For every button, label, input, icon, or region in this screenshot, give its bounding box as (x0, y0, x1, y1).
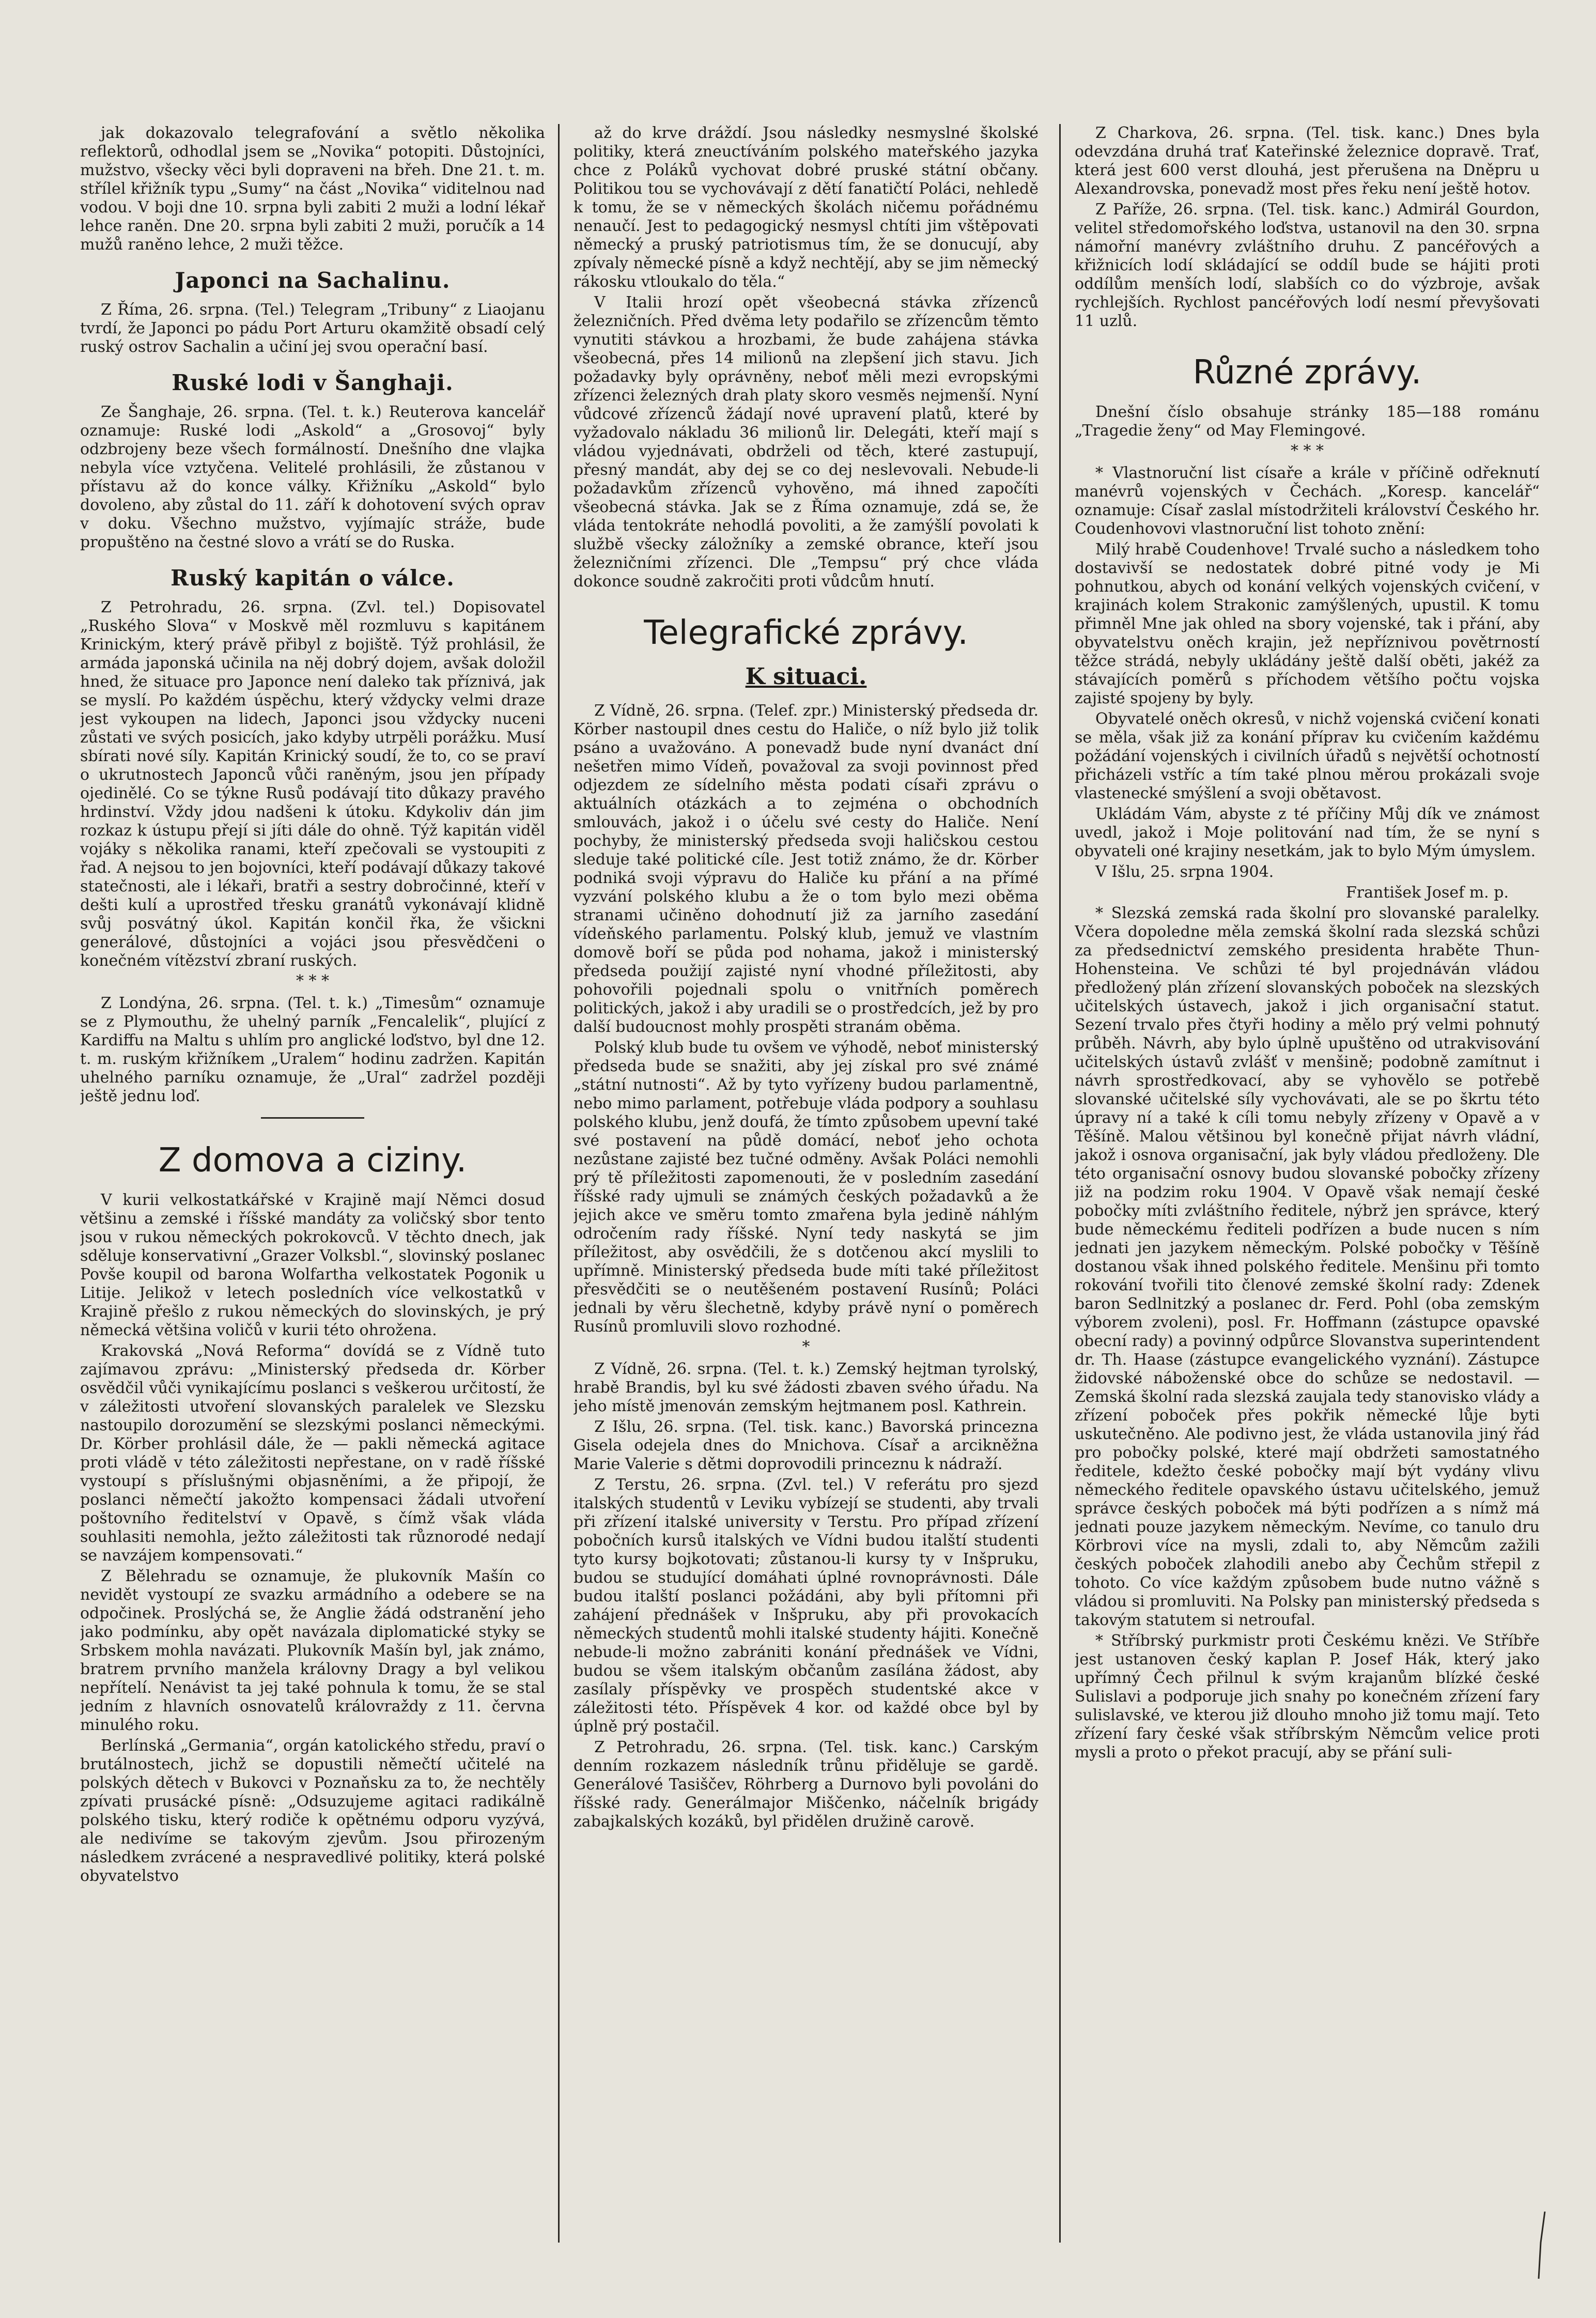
article-paragraph: Z Išlu, 26. srpna. (Tel. tisk. kanc.) Bavorská princezna Gisela odejela dnes do Mnichova. Císař a arcikněžna Marie Valerie s dětmi doprovodili princeznu k nádraží. (574, 1418, 1039, 1473)
article-paragraph: Z Vídně, 26. srpna. (Tel. t. k.) Zemský hejtman tyrolský, hrabě Brandis, byl ku své žádosti zbaven svého úřadu. Na jeho místě jmenován zemským hejtmanem posl. Kathrein. (574, 1360, 1039, 1415)
article-paragraph: * Vlastnoruční list císaře a krále v příčině odřeknutí manévrů vojenských v Čechách. „Koresp. kancelář“ oznamuje: Císař zaslal místodržiteli království Českého hr. Coudenhovovi vlastnoruční list tohoto znění: (1075, 464, 1540, 538)
asterisk-separator: * (802, 1338, 810, 1356)
article-paragraph: Z Londýna, 26. srpna. (Tel. t. k.) „Timesům“ oznamuje se z Plymouthu, že uhelný parník „Fencalelik“, plující z Kardiffu na Maltu s uhlím pro anglické loďstvo, byl dne 12. t. m. ruským křižníkem „Uralem“ hodinu zadržen. Kapitán uhelného parníku oznamuje, že „Ural“ zadržel později ještě jednu loď. (80, 994, 545, 1105)
column-divider (558, 124, 560, 2243)
article-paragraph: V kurii velkostatkářské v Krajině mají Němci dosud většinu a zemské i říšské mandáty za voličský sbor tento jsou v rukou německých pokrokovců. V těchto dnech, jak sděluje konservativní „Grazer Volksbl.“, slovinský poslanec Povše koupil od barona Wolfartha velkostatek Pogonik u Litije. Jelikož v letech posledních více velkostatků v Krajině přešlo z rukou německých do slovinských, je prý německá většina voličů v kurii této ohrožena. (80, 1191, 545, 1339)
article-paragraph: až do krve dráždí. Jsou následky nesmyslné školské politiky, která zneuctíváním polského mateřského jazyka chce z Poláků vychovat dobré pruské státní občany. Politikou tou se vychovávají z dětí fanatičtí Poláci, nehledě k tomu, že se v německých školách ničemu pořádnému nenaučí. Jest to pedagogický nesmysl chtíti jim vštěpovati německý a pruský patriotismus tím, že se donucují, aby zpívaly německé písně a když nechtějí, aby se jim německý rákosku vtloukalo do těla.“ (574, 124, 1039, 291)
article-paragraph: Z Terstu, 26. srpna. (Zvl. tel.) V referátu pro sjezd italských studentů v Leviku vybízejí se studenti, aby trvali při zřízení italské university v Terstu. Pro případ zřízení pobočních kursů italských ve Vídni budou italští studenti tyto kursy bojkotovati; zůstanou-li kursy ty v Inšpruku, budou se studující domáhati úplné rovnoprávnosti. Dále budou italští poslanci požádáni, aby byli přítomni při zahájení přednášek v Inšpruku, aby při provokacích německých studentů mohli italské studenty hájiti. Konečně nebude-li možno zabrániti konání přednášek ve Vídni, budou se všem italským občanům zasílána žádost, aby zasílaly příspěvky ve prospěch studentské akce v záležitosti této. Příspěvek 4 kor. od každé obce byl by úplně prý postačil. (574, 1476, 1039, 1736)
article-paragraph: Z Charkova, 26. srpna. (Tel. tisk. kanc.) Dnes byla odevzdána druhá trať Kateřinské železnice dopravě. Trať, která jest 600 verst dlouhá, jest přerušena na Dněpru u Alexandrovska, ponevadž most přes řeku není ještě hotov. (1075, 124, 1540, 198)
article-paragraph: Polský klub bude tu ovšem ve výhodě, neboť ministerský předseda bude se snažiti, aby jej získal pro své známé „státní nutnosti“. Až by tyto vyřízeny budou parlamentně, nebo mimo parlament, potřebuje vláda podpory a souhlasu polského klubu, jenž doufá, že tímto způsobem upevní také své postavení na půdě domácí, neboť jeho ochota nezůstane zajisté bez tučné odměny. Avšak Poláci nemohli prý tě příležitosti zapomenouti, že v posledním zasedání říšské rady ujmuli se známých českých požadavků a že jejich akce ve směru tomto zmařena byla jedině náhlým odročením rady říšské. Nyní tedy naskytá se jim příležitost, aby osvědčili, že s dotčenou akcí myslili to upřímně. Ministerský předseda bude míti také příležitost přesvědčiti se o neutěšeném postavení Rusínů; Poláci jednali by věru šlechetně, kdyby právě nyní o poměrech Rusínů promluvili slovo rozhodné. (574, 1039, 1039, 1336)
asterisk-separator: * * * (296, 972, 330, 990)
article-paragraph: V Italii hrozí opět všeobecná stávka zřízenců železničních. Před dvěma lety podařilo se zřízencům těmto vynutiti stávkou a hrozbami, že bude zahájena stávka všeobecná, přes 14 milionů na zlepšení jich stavu. Jich požadavky byly oprávněny, neboť měli mezi evropskými zřízenci železných drah platy skoro vesměs nejmenší. Nyní vůdcové zřízenců žádají nové upravení platů, které by vyžadovalo nákladu 36 milionů lir. Delegáti, kteří mají s vládou vyjednávati, obdrželi od těch, které zastupují, přesný mandát, aby dej se co dej neslevovali. Nebude-li požadavkům zřízenců vyhověno, má ihned započíti všeobecná stávka. Jak se z Říma oznamuje, zdá se, že vláda tentokráte nehodlá povoliti, a že zamýšlí povolati k službě všecky záložníky a zemské obrance, kteří jsou železničními zřízenci. Dle „Tempsu“ prý chce vláda dokonce soudně zakročiti proti vůdcům hnutí. (574, 293, 1039, 591)
article-paragraph: Dnešní číslo obsahuje stránky 185—188 románu „Tragedie ženy“ od May Flemingové. (1075, 403, 1540, 440)
major-section-heading: Z domova a ciziny. (158, 1141, 467, 1180)
article-paragraph: Z Vídně, 26. srpna. (Telef. zpr.) Ministerský předseda dr. Körber nastoupil dnes cestu do Haliče, o níž bylo již tolik psáno a uvažováno. A ponevadž bude nyní dvanáct dní nešetřen mimo Vídeň, považoval za svoji povinnost před odjezdem ze sídelního města podati císaři zprávu o aktuálních otázkách a to zejména o obchodních smlouvách, jakož i o účelu své cesty do Haliče. Není pochyby, že ministerský předseda svoji haličskou cestou sleduje také politické cíle. Jest totiž známo, že dr. Körber podniká svoji výpravu do Haliče ku přání a na přímé vyzvání polského klubu a že o tom bylo mezi oběma stranami učiněno dohodnutí již za jarního zasedání vídeňského parlamentu. Polský klub, jemuž ve vlastním domově boří se půda pod nohama, jakož i ministerský předseda použijí zajisté nyní vhodné příležitosti, aby pohovořili pojednali spolu o vnitřních poměrech politických, jakož i aby uradili se o prostředcích, jež by pro další budoucnost mohly prospěti stranám oběma. (574, 702, 1039, 1036)
article-paragraph: * Stříbrský purkmistr proti Českému knězi. Ve Stříbře jest ustanoven český kaplan P. Josef Hák, který jako upřímný Čech přilnul k svým krajanům blízké české Sulislavi a podporuje jich snahy po konečném zřízení fary sulislavské, ve kterou již dlouho mnoho již tomu mají. Teto zřízení fary české však stříbrským Němcům velice proti mysli a proto o překot pracují, aby se přání suli- (1075, 1632, 1540, 1761)
column-2 (574, 124, 1039, 2243)
column-divider (1059, 124, 1061, 2243)
article-paragraph: Berlínská „Germania“, orgán katolického středu, praví o brutálnostech, jichž se dopustili němečtí učitelé na polských dětech v Bukovci v Poznaňsku za to, že nechtěly zpívati prusácké písně: „Odsuzujeme agitaci radikálně polského tisku, který rodiče k opětnému odporu vyzývá, ale nedivíme se takovým zjevům. Jsou přirozeným následkem zvrácené a nespravedlivé politiky, která polské obyvatelstvo (80, 1737, 545, 1885)
major-section-heading: Různé zprávy. (1192, 353, 1422, 392)
article-paragraph: Milý hrabě Coudenhove! Trvalé sucho a následkem toho dostavivší se nedostatek dobré pitné vody je Mi pohnutkou, abych od konání velkých vojenských cvičení, v krajinách kolem Strakonic zamýšlených, upustil. K tomu přimněl Mne jak ohled na sbory vojenské, tak i přání, aby obyvatelstvu oněch krajin, jež nepříznivou povětrností těžce strádá, nebyly ukládány ještě další oběti, jakéž za stávajících poměrů s příchodem většího počtu vojska zajisté spojeny by byly. (1075, 540, 1540, 707)
sub-heading: K situaci. (745, 663, 867, 690)
margin-pencil-mark (1529, 2212, 1550, 2284)
article-paragraph: Z Říma, 26. srpna. (Tel.) Telegram „Tribuny“ z Liaojanu tvrdí, že Japonci po pádu Port Arturu okamžitě obsadí celý ruský ostrov Sachalin a učiní jej svou operační basí. (80, 301, 545, 356)
column-3 (1075, 124, 1540, 2243)
signature-line: František Josef m. p. (1345, 884, 1509, 902)
article-paragraph: Z Bělehradu se oznamuje, že plukovník Mašín co nevidět vystoupí ze svazku armádního a odebere se na odpočinek. Proslýchá se, že Anglie žádá odstranění jeho jako podmínku, aby opět navázala diplomatické styky se Srbskem mohla navázati. Plukovník Mašín byl, jak známo, bratrem prvního manžela královny Dragy a byl velikou nepřítelí. Nenávist ta jej také pohnula k tomu, že se stal jedním z hlavních osnovatelů královraždy z 11. června minulého roku. (80, 1567, 545, 1734)
article-paragraph: V Išlu, 25. srpna 1904. (1095, 863, 1274, 881)
article-paragraph: Ze Šanghaje, 26. srpna. (Tel. t. k.) Reuterova kancelář oznamuje: Ruské lodi „Askold“ a „Grosovoj“ byly odzbrojeny beze všech formálností. Dnešního dne vlajka nebyla více vztyčena. Velitelé prohlásili, že zůstanou v přístavu až do konce války. Křižníku „Askold“ bylo dovoleno, aby zůstal do 11. září k dohotovení svých oprav v doku. Všechno mužstvo, vyjímajíc stráže, bude propuštěno na čestné slovo a vrátí se do Ruska. (80, 403, 545, 551)
article-paragraph: Ukládám Vám, abyste z té příčiny Můj dík ve známost uvedl, jakož i Moje politování nad tím, že se nyní s obyvateli oné krajiny nesetkám, jak to bylo Mým úmyslem. (1075, 805, 1540, 860)
article-paragraph: * Slezská zemská rada školní pro slovanské paralelky. Včera dopoledne měla zemská školní rada slezská schůzi za předsednictví zemského presidenta hraběte Thun-Hohensteina. Ve schůzi té byl projednáván vládou předložený plán zřízení slovanských poboček na slezských učitelských ústavech, jakož i jich organisační statut. Sezení trvalo přes čtyři hodiny a mělo prý velmi pohnutý průběh. Návrh, aby bylo úplně upuštěno od utrakvisování učitelských ústavů zvlášť v menšině; podobně zamítnut i návrh sprostředkovací, aby se vyhovělo se potřebě slovanské učitelské síly vychovávati, ale se po škrtu této úpravy ní a také k cíli tomu nebyly zřízeny v Opavě a v Těšíně. Malou většinou byl konečně přijat návrh vládní, jakož i osnova organisační, jak byly vládou předloženy. Dle této organisační osnovy budou slovanské pobočky zřízeny již na podzim roku 1904. V Opavě však nemají české pobočky míti zvláštního ředitele, nýbrž jen správce, který bude německému řediteli podřízen a bude nucen s ním jednati jen jazykem německým. Polské pobočky v Těšíně dostanou však ihned polského ředitele. Menšinu při tomto rokování tvořili tito členové zemské školní rady: Zdenek baron Sedlnitzký a poslanec dr. Ferd. Pohl (oba zemským výborem zvoleni), posl. Fr. Hoffmann (zástupce opavské obecní rady) a povinný odpůrce Slovanstva superintendent dr. Th. Haase (zástupce evangelického vyznání). Zástupce židovské náboženské obce do schůze se nedostavil. — Zemská školní rada slezská zaujala tedy stanovisko vlády a zřízení poboček přes pokřik německé lůje byti uskutečněno. Ale podivno jest, že vláda ustanovila jiný řád pro pobočky polské, které mají obdržeti samostatného ředitele, kdežto české pobočky mají být vydány vlivu německého ředitele opavského ústavu učitelského, jemuž správce českých poboček má býti podřízen a s nímž má jednati pouze jazykem německým. Nevíme, co tanulo dru Körbrovi více na mysli, zdali to, aby Němcům zažili českých poboček zlahodili anebo aby Čechům střepil z tohoto. Co více každým způsobem bude nutno vážně s vládou si promluviti. Na Polsky pan ministerský předseda s takovým statutem si netroufal. (1075, 904, 1540, 1629)
column-1 (80, 124, 545, 2243)
newspaper-page (72, 124, 1540, 2258)
section-heading: Ruské lodi v Šanghaji. (172, 370, 454, 395)
section-dash (261, 1117, 364, 1119)
article-paragraph: Obyvatelé oněch okresů, v nichž vojenská cvičení konati se měla, však již za konání příprav ku cvičením každému požádání vojenských i civilních úřadů s největší ochotností přicházeli vstříc a tím také plnou měrou prokázali svoje vlastenecké smýšlení a svoji obětavost. (1075, 710, 1540, 802)
section-heading: Ruský kapitán o válce. (171, 565, 455, 591)
major-section-heading: Telegrafické zprávy. (644, 614, 968, 652)
section-heading: Japonci na Sachalinu. (175, 268, 451, 293)
article-paragraph: Z Petrohradu, 26. srpna. (Tel. tisk. kanc.) Carským denním rozkazem následník trůnu přiděluje se gardě. Generálové Tasiščev, Röhrberg a Durnovo byli povoláni do říšské rady. Generálmajor Miščenko, náčelník brigády zabajkalských kozáků, byl přidělen družině carově. (574, 1738, 1039, 1831)
article-paragraph: Krakovská „Nová Reforma“ dovídá se z Vídně tuto zajímavou zprávu: „Ministerský předseda dr. Körber osvědčil vůči vynikajícímu poslanci s veškerou určitostí, že v záležitosti utvoření slovanských paralelek ve Slezsku nastoupilo dorozumění se slezskými poslanci německými. Dr. Körber prohlásil dále, že — pakli německá agitace proti vládě v této záležitosti nepřestane, on v radě říšské vystoupí s příslušnými objasněními, a že připojí, že poslanci němečtí jakožto kompensaci žádali utvoření poštovního ředitelství v Opavě, s čímž však vláda souhlasiti nemohla, ježto záležitosti tak různorodé nedají se navzájem kompensovati.“ (80, 1342, 545, 1565)
article-paragraph: Z Petrohradu, 26. srpna. (Zvl. tel.) Dopisovatel „Ruského Slova“ v Moskvě měl rozmluvu s kapitánem Krinickým, který právě přibyl z bojiště. Týž prohlásil, že armáda japonská učinila na něj dobrý dojem, avšak doložil hned, že situace pro Japonce není daleko tak příznivá, jak se myslí. Po každém úspěchu, který vždycky velmi draze jest vykoupen na lidech, Japonci jsou vždycky nuceni zůstati ve svých posicích, jako kdyby utrpěli porážku. Musí sbírati nové síly. Kapitán Krinický soudí, že to, co se praví o ukrutnostech Japonců vůči raněným, jsou jen případy ojedinělé. Co se týkne Rusů podávají tito důkazy pravého hrdinství. Vždy jdou nadšeni k útoku. Kdykoliv dán jim rozkaz k ústupu přejí si jíti dále do ohně. Týž kapitán viděl vojáky s několika ranami, kteří zpečovali se vystoupiti z řad. A nejsou to jen bojovníci, kteří podávají důkazy takové statečnosti, ale i lékaři, bratři a sestry dobročinné, kteří v dešti kulí a uprostřed třesku granátů vykonávají klidně svůj posvátný úkol. Kapitán končil řka, že všickni generálové, důstojníci a vojáci jsou přesvědčeni o konečném vítězství zbraní ruských. (80, 598, 545, 970)
article-paragraph: Z Paříže, 26. srpna. (Tel. tisk. kanc.) Admirál Gourdon, velitel středomořského loďstva, ustanovil na den 30. srpna námořní manévry zvláštního druhu. Z pancéřových a křižnicích lodí skládající se oddíl bude se hájiti proti oddílům menších lodí, slabších co do výzbroje, avšak rychlejších. Rychlost pancéřových lodí nesmí převyšovati 11 uzlů. (1075, 200, 1540, 330)
asterisk-separator: * * * (1290, 442, 1324, 460)
article-paragraph: jak dokazovalo telegrafování a světlo několika reflektorů, odhodlal jsem se „Novika“ potopiti. Důstojníci, mužstvo, všecky věci byli dopraveni na břeh. Dne 21. t. m. střílel křižník typu „Sumy“ na část „Novika“ viditelnou nad vodou. V boji dne 10. srpna byli zabiti 2 muži a lodní lékař lehce raněn. Dne 20. srpna byli zabiti 2 muži, poručík a 14 mužů raněno lehce, 2 muži těžce. (80, 124, 545, 254)
